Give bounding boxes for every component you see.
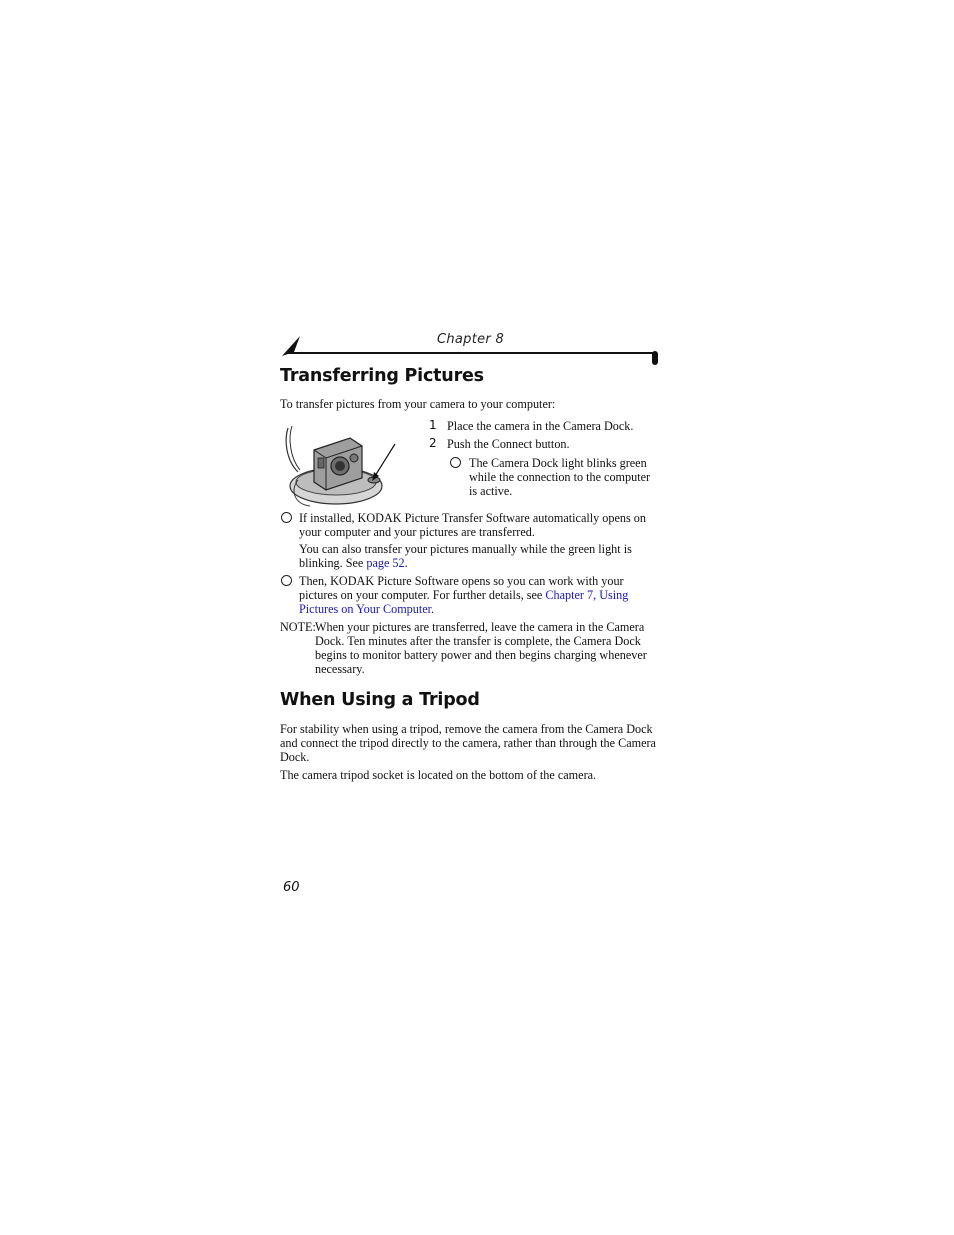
bullet-auto-transfer: If installed, KODAK Picture Transfer Software automatically opens on your computer and your pictures are transferred. [299, 511, 646, 539]
header-rule [280, 334, 662, 366]
step-2-number: 2 [429, 436, 437, 450]
dock-light-note: The Camera Dock light blinks green while the connection to the computer is active. [469, 456, 651, 498]
tripod-paragraph-1: For stability when using a tripod, remove the camera from the Camera Dock and connect the tripod directly to the camera, rather than through the Camera Dock. [280, 722, 656, 764]
bullet-picture-software: Then, KODAK Picture Software opens so you can work with your pictures on your computer. For further details, see Chapter 7, Using Pictures on Your Computer. [299, 574, 629, 616]
chapter-label: Chapter 8 [437, 332, 505, 347]
page-52-link[interactable]: page 52 [366, 556, 405, 570]
page-number: 60 [283, 880, 300, 895]
bullet-circle-icon [281, 512, 292, 523]
step-1-text: Place the camera in the Camera Dock. [447, 419, 634, 433]
step-2-text: Push the Connect button. [447, 437, 570, 451]
section-title-tripod: When Using a Tripod [280, 690, 480, 710]
tripod-paragraph-2: The camera tripod socket is located on the bottom of the camera. [280, 768, 597, 782]
note-label: NOTE: [280, 620, 316, 634]
section-title-transferring-pictures: Transferring Pictures [280, 366, 484, 386]
chapter-7-link[interactable]: Chapter 7, Using Pictures on Your Computer [299, 588, 629, 616]
bullet-circle-icon [450, 457, 461, 468]
manual-transfer-text: You can also transfer your pictures manually while the green light is blinking. See page 52. [299, 542, 632, 570]
camera-dock-illustration [280, 420, 400, 512]
note-text: When your pictures are transferred, leave the camera in the Camera Dock. Ten minutes after the transfer is complete, the Camera Dock begins to monitor battery power and then begins charging whenever necessary. [315, 620, 647, 676]
step-1-number: 1 [429, 418, 437, 432]
bullet-circle-icon [281, 575, 292, 586]
intro-text: To transfer pictures from your camera to your computer: [280, 397, 556, 411]
